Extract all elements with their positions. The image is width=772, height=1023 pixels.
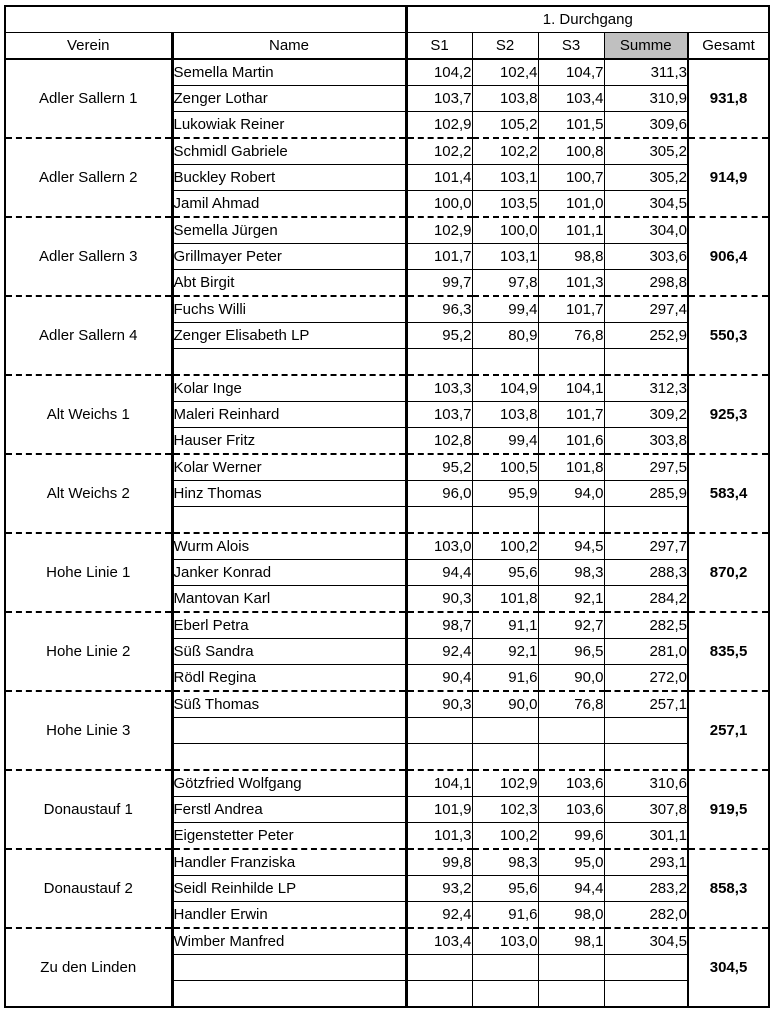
score-s3: 98,0 (538, 902, 604, 929)
score-s2: 92,1 (472, 639, 538, 665)
score-s1: 103,7 (406, 86, 472, 112)
shooter-name: Götzfried Wolfgang (172, 770, 406, 797)
column-header-gesamt: Gesamt (688, 33, 769, 60)
score-s2: 99,4 (472, 428, 538, 455)
score-s1 (406, 349, 472, 376)
column-header-s1: S1 (406, 33, 472, 60)
team-name: Adler Sallern 4 (5, 296, 172, 375)
team-name: Zu den Linden (5, 928, 172, 1007)
score-s2: 103,5 (472, 191, 538, 218)
score-s1: 100,0 (406, 191, 472, 218)
score-s2: 100,2 (472, 823, 538, 850)
score-s3: 95,0 (538, 849, 604, 876)
table-row (5, 849, 769, 876)
score-s3: 94,0 (538, 481, 604, 507)
score-s1: 102,8 (406, 428, 472, 455)
score-summe (604, 955, 688, 981)
shooter-name: Wurm Alois (172, 533, 406, 560)
score-summe: 304,5 (604, 191, 688, 218)
score-s3: 104,7 (538, 59, 604, 86)
score-s2 (472, 744, 538, 771)
score-s1: 104,2 (406, 59, 472, 86)
score-s2: 95,6 (472, 876, 538, 902)
team-total: 906,4 (688, 217, 769, 296)
score-s2 (472, 507, 538, 534)
score-s3 (538, 744, 604, 771)
score-s3: 98,3 (538, 560, 604, 586)
shooter-name: Buckley Robert (172, 165, 406, 191)
score-s3: 103,6 (538, 770, 604, 797)
score-s3: 92,1 (538, 586, 604, 613)
score-s1: 99,7 (406, 270, 472, 297)
shooter-name: Schmidl Gabriele (172, 138, 406, 165)
score-s1: 101,9 (406, 797, 472, 823)
table-row (5, 59, 769, 86)
score-s3: 94,4 (538, 876, 604, 902)
team-total: 919,5 (688, 770, 769, 849)
score-summe: 282,0 (604, 902, 688, 929)
score-summe: 305,2 (604, 165, 688, 191)
score-summe: 310,6 (604, 770, 688, 797)
team-name: Alt Weichs 2 (5, 454, 172, 533)
score-s1 (406, 718, 472, 744)
shooter-name: Semella Jürgen (172, 217, 406, 244)
score-s1: 101,4 (406, 165, 472, 191)
score-s3: 101,7 (538, 296, 604, 323)
score-s3 (538, 349, 604, 376)
team-total: 257,1 (688, 691, 769, 770)
score-summe (604, 507, 688, 534)
score-summe: 257,1 (604, 691, 688, 718)
score-summe: 312,3 (604, 375, 688, 402)
score-s1 (406, 744, 472, 771)
table-row (5, 533, 769, 560)
column-header-summe: Summe (604, 33, 688, 60)
score-s2: 90,0 (472, 691, 538, 718)
score-s3: 76,8 (538, 691, 604, 718)
score-s1: 101,3 (406, 823, 472, 850)
score-s2: 100,2 (472, 533, 538, 560)
shooter-name: Janker Konrad (172, 560, 406, 586)
shooter-name: Jamil Ahmad (172, 191, 406, 218)
score-s3: 90,0 (538, 665, 604, 692)
score-s1: 98,7 (406, 612, 472, 639)
score-s3: 104,1 (538, 375, 604, 402)
shooter-name: Seidl Reinhilde LP (172, 876, 406, 902)
score-s2: 99,4 (472, 296, 538, 323)
score-s3: 101,7 (538, 402, 604, 428)
score-s1 (406, 507, 472, 534)
score-summe: 297,4 (604, 296, 688, 323)
results-table (4, 5, 770, 1008)
score-s2: 102,2 (472, 138, 538, 165)
shooter-name: Lukowiak Reiner (172, 112, 406, 139)
score-s1: 95,2 (406, 454, 472, 481)
score-s2: 102,3 (472, 797, 538, 823)
score-s2: 101,8 (472, 586, 538, 613)
shooter-name: Maleri Reinhard (172, 402, 406, 428)
score-summe: 298,8 (604, 270, 688, 297)
score-summe: 282,5 (604, 612, 688, 639)
team-name: Adler Sallern 2 (5, 138, 172, 217)
score-s3: 103,6 (538, 797, 604, 823)
score-s1: 92,4 (406, 639, 472, 665)
shooter-name: Kolar Inge (172, 375, 406, 402)
shooter-name (172, 718, 406, 744)
score-s1: 90,3 (406, 691, 472, 718)
table-row (5, 138, 769, 165)
team-name: Hohe Linie 2 (5, 612, 172, 691)
team-name: Adler Sallern 1 (5, 59, 172, 138)
table-row (5, 691, 769, 718)
score-s2: 105,2 (472, 112, 538, 139)
score-s2: 104,9 (472, 375, 538, 402)
score-s3: 92,7 (538, 612, 604, 639)
score-summe: 297,7 (604, 533, 688, 560)
score-s3: 101,3 (538, 270, 604, 297)
score-s3: 101,1 (538, 217, 604, 244)
score-s2 (472, 349, 538, 376)
score-s3: 96,5 (538, 639, 604, 665)
score-summe (604, 981, 688, 1008)
score-s2: 91,1 (472, 612, 538, 639)
score-s1: 96,0 (406, 481, 472, 507)
shooter-name: Eigenstetter Peter (172, 823, 406, 850)
team-name: Adler Sallern 3 (5, 217, 172, 296)
shooter-name: Rödl Regina (172, 665, 406, 692)
score-s2: 100,5 (472, 454, 538, 481)
score-s2: 103,8 (472, 402, 538, 428)
shooter-name (172, 507, 406, 534)
score-summe: 272,0 (604, 665, 688, 692)
shooter-name: Eberl Petra (172, 612, 406, 639)
score-s2: 103,1 (472, 244, 538, 270)
score-summe: 301,1 (604, 823, 688, 850)
score-s2: 103,0 (472, 928, 538, 955)
score-s3: 100,8 (538, 138, 604, 165)
column-header-s3: S3 (538, 33, 604, 60)
score-s2: 97,8 (472, 270, 538, 297)
shooter-name: Süß Sandra (172, 639, 406, 665)
team-total: 870,2 (688, 533, 769, 612)
team-total: 835,5 (688, 612, 769, 691)
team-name: Donaustauf 2 (5, 849, 172, 928)
shooter-name: Hauser Fritz (172, 428, 406, 455)
score-s2: 95,9 (472, 481, 538, 507)
shooter-name (172, 349, 406, 376)
score-s2: 91,6 (472, 902, 538, 929)
shooter-name: Handler Erwin (172, 902, 406, 929)
score-summe: 311,3 (604, 59, 688, 86)
score-summe: 284,2 (604, 586, 688, 613)
shooter-name: Ferstl Andrea (172, 797, 406, 823)
shooter-name: Fuchs Willi (172, 296, 406, 323)
score-s2: 80,9 (472, 323, 538, 349)
table-row (5, 770, 769, 797)
score-s3: 94,5 (538, 533, 604, 560)
score-summe: 252,9 (604, 323, 688, 349)
score-s1 (406, 955, 472, 981)
score-s2: 103,8 (472, 86, 538, 112)
table-row (5, 375, 769, 402)
score-s1: 103,3 (406, 375, 472, 402)
score-s3 (538, 981, 604, 1008)
score-summe: 283,2 (604, 876, 688, 902)
column-header-verein: Verein (5, 33, 172, 60)
score-summe: 309,6 (604, 112, 688, 139)
score-s3: 101,0 (538, 191, 604, 218)
table-row (5, 928, 769, 955)
score-s1: 95,2 (406, 323, 472, 349)
score-summe: 285,9 (604, 481, 688, 507)
score-s3 (538, 955, 604, 981)
team-total: 914,9 (688, 138, 769, 217)
score-s3: 98,8 (538, 244, 604, 270)
score-s3: 100,7 (538, 165, 604, 191)
shooter-name: Handler Franziska (172, 849, 406, 876)
score-s1: 96,3 (406, 296, 472, 323)
score-s1 (406, 981, 472, 1008)
table-row (5, 454, 769, 481)
score-s3: 98,1 (538, 928, 604, 955)
score-s3: 101,6 (538, 428, 604, 455)
team-name: Hohe Linie 1 (5, 533, 172, 612)
score-s3 (538, 507, 604, 534)
score-s1: 90,3 (406, 586, 472, 613)
score-summe: 293,1 (604, 849, 688, 876)
score-s1: 103,0 (406, 533, 472, 560)
score-s1: 103,7 (406, 402, 472, 428)
score-s3 (538, 718, 604, 744)
score-summe (604, 349, 688, 376)
shooter-name (172, 981, 406, 1008)
score-s1: 93,2 (406, 876, 472, 902)
section-title: 1. Durchgang (406, 6, 769, 33)
score-summe: 310,9 (604, 86, 688, 112)
shooter-name: Kolar Werner (172, 454, 406, 481)
shooter-name: Hinz Thomas (172, 481, 406, 507)
shooter-name: Semella Martin (172, 59, 406, 86)
team-total: 583,4 (688, 454, 769, 533)
score-s2: 103,1 (472, 165, 538, 191)
score-summe: 304,5 (604, 928, 688, 955)
score-s2 (472, 955, 538, 981)
shooter-name: Mantovan Karl (172, 586, 406, 613)
shooter-name: Grillmayer Peter (172, 244, 406, 270)
shooter-name: Zenger Lothar (172, 86, 406, 112)
score-s3: 99,6 (538, 823, 604, 850)
table-row (5, 296, 769, 323)
score-s2: 102,4 (472, 59, 538, 86)
score-summe: 288,3 (604, 560, 688, 586)
shooter-name (172, 744, 406, 771)
score-s2: 91,6 (472, 665, 538, 692)
team-total: 925,3 (688, 375, 769, 454)
table-row (5, 612, 769, 639)
shooter-name (172, 955, 406, 981)
score-s1: 102,9 (406, 112, 472, 139)
score-s1: 104,1 (406, 770, 472, 797)
score-summe (604, 744, 688, 771)
score-s1: 102,2 (406, 138, 472, 165)
score-s3: 101,8 (538, 454, 604, 481)
score-s3: 103,4 (538, 86, 604, 112)
score-s1: 90,4 (406, 665, 472, 692)
score-summe: 281,0 (604, 639, 688, 665)
score-summe: 297,5 (604, 454, 688, 481)
score-summe: 304,0 (604, 217, 688, 244)
score-s1: 103,4 (406, 928, 472, 955)
score-s2 (472, 981, 538, 1008)
results-body (5, 59, 769, 1007)
score-s1: 92,4 (406, 902, 472, 929)
score-summe: 303,8 (604, 428, 688, 455)
score-s1: 94,4 (406, 560, 472, 586)
score-s1: 101,7 (406, 244, 472, 270)
shooter-name: Süß Thomas (172, 691, 406, 718)
score-s1: 102,9 (406, 217, 472, 244)
team-total: 304,5 (688, 928, 769, 1007)
team-name: Alt Weichs 1 (5, 375, 172, 454)
score-s2: 102,9 (472, 770, 538, 797)
score-s3: 101,5 (538, 112, 604, 139)
score-s1: 99,8 (406, 849, 472, 876)
score-summe (604, 718, 688, 744)
team-name: Donaustauf 1 (5, 770, 172, 849)
team-total: 931,8 (688, 59, 769, 138)
shooter-name: Zenger Elisabeth LP (172, 323, 406, 349)
score-summe: 307,8 (604, 797, 688, 823)
score-s2: 95,6 (472, 560, 538, 586)
shooter-name: Abt Birgit (172, 270, 406, 297)
score-summe: 309,2 (604, 402, 688, 428)
team-total: 550,3 (688, 296, 769, 375)
column-header-s2: S2 (472, 33, 538, 60)
score-s2 (472, 718, 538, 744)
score-summe: 303,6 (604, 244, 688, 270)
score-s2: 100,0 (472, 217, 538, 244)
score-s3: 76,8 (538, 323, 604, 349)
header-blank (5, 6, 406, 33)
team-total: 858,3 (688, 849, 769, 928)
team-name: Hohe Linie 3 (5, 691, 172, 770)
score-summe: 305,2 (604, 138, 688, 165)
shooter-name: Wimber Manfred (172, 928, 406, 955)
column-header-name: Name (172, 33, 406, 60)
score-s2: 98,3 (472, 849, 538, 876)
table-row (5, 217, 769, 244)
